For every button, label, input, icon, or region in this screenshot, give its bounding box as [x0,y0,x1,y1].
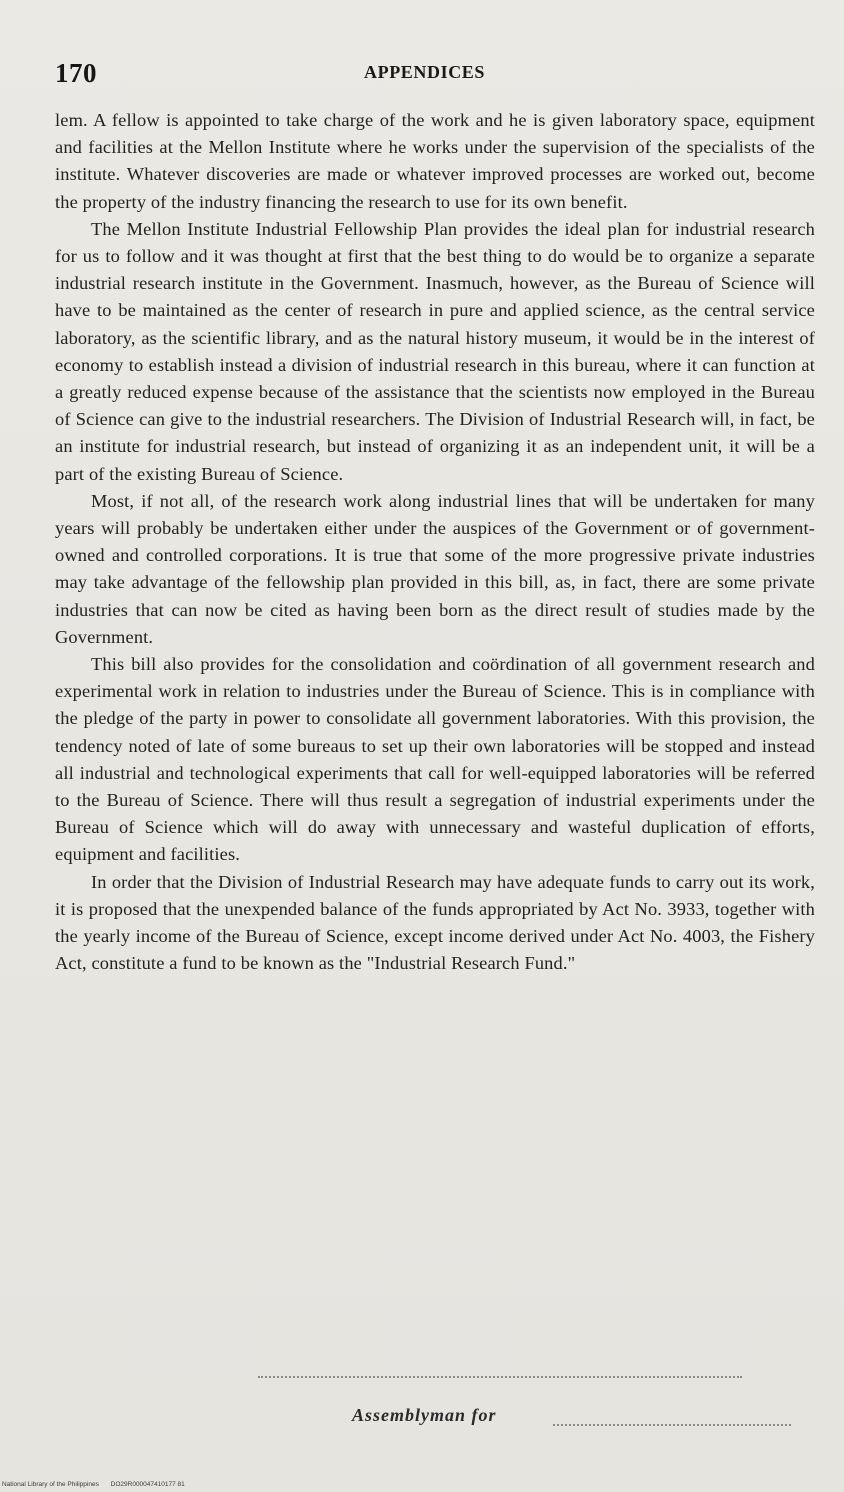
signature-blank-line [553,1424,791,1426]
signature-line [258,1376,742,1378]
footer-credit [2,1481,185,1488]
footer-library: National Library of the Philippines [2,1481,99,1488]
running-head: APPENDICES [364,62,486,82]
paragraph-research-fund: In order that the Division of Industrial Research may have adequate funds to carry out its work, it is proposed that the unexpended balance of the funds appropriated by Act No. 3933, together with the yearly income of the Bureau of Science, except income derived under Act No. 4003, the Fishery Act, constitute a fund to be known as the "Industrial Research Fund." [55,871,815,974]
page-header [55,58,804,94]
signature-label: Assemblyman for [352,1405,497,1425]
paragraph-continuation: lem. A fellow is appointed to take charge of the work and he is given laboratory space, equipment and facilities at the Mellon Institute where he works under the supervision of the specialists of the institute. Whatever discoveries are made or whatever improved processes are worked out, become the property of the industry financing the research to use for its own benefit. [55,110,815,212]
paragraph-consolidation: This bill also provides for the consolidation and coördination of all government research and experimental work in relation to industries under the Bureau of Science. This is in compliance with the pledge of the party in power to consolidate all government laboratories. With this provision, the tendency noted of late of some bureaus to set up their own laboratories will be stopped and instead all industrial and technological experiments that call for well-equipped laboratories will be referred to the Bureau of Science. There will thus result a segregation of industrial experiments under the Bureau of Science which will do away with unnecessary and wasteful duplication of efforts, equipment and facilities. [55,654,815,865]
page-number: 170 [55,58,97,88]
paragraph-research-work: Most, if not all, of the research work along industrial lines that will be undertaken for many years will probably be undertaken either under the auspices of the Government or of government-owned and controlled corporations. It is true that some of the more progressive private industries may take advantage of the fellowship plan provided in this bill, as, in fact, there are some private industries that can now be cited as having been born as the direct result of studies made by the Government. [55,490,815,647]
signature-block [0,1370,844,1440]
body-text [55,107,815,978]
paragraph-mellon-plan: The Mellon Institute Industrial Fellowship Plan provides the ideal plan for industrial research for us to follow and it was thought at first that the best thing to do would be to organize a separate industrial research institute in the Government. Inasmuch, however, as the Bureau of Science will have to be maintained as the center of research in pure and applied science, as the central service laboratory, as the scientific library, and as the natural history museum, it would be in the interest of economy to establish instead a division of industrial research in this bureau, where it can function at a greatly reduced expense because of the assistance that the scientists now employed in the Bureau of Science can give to the industrial researchers. The Division of Industrial Research will, in fact, be an institute for industrial research, but instead of organizing it as an independent unit, it will be a part of the existing Bureau of Science. [55,218,815,484]
footer-code: DO29R000047410177 81 [110,1481,185,1488]
